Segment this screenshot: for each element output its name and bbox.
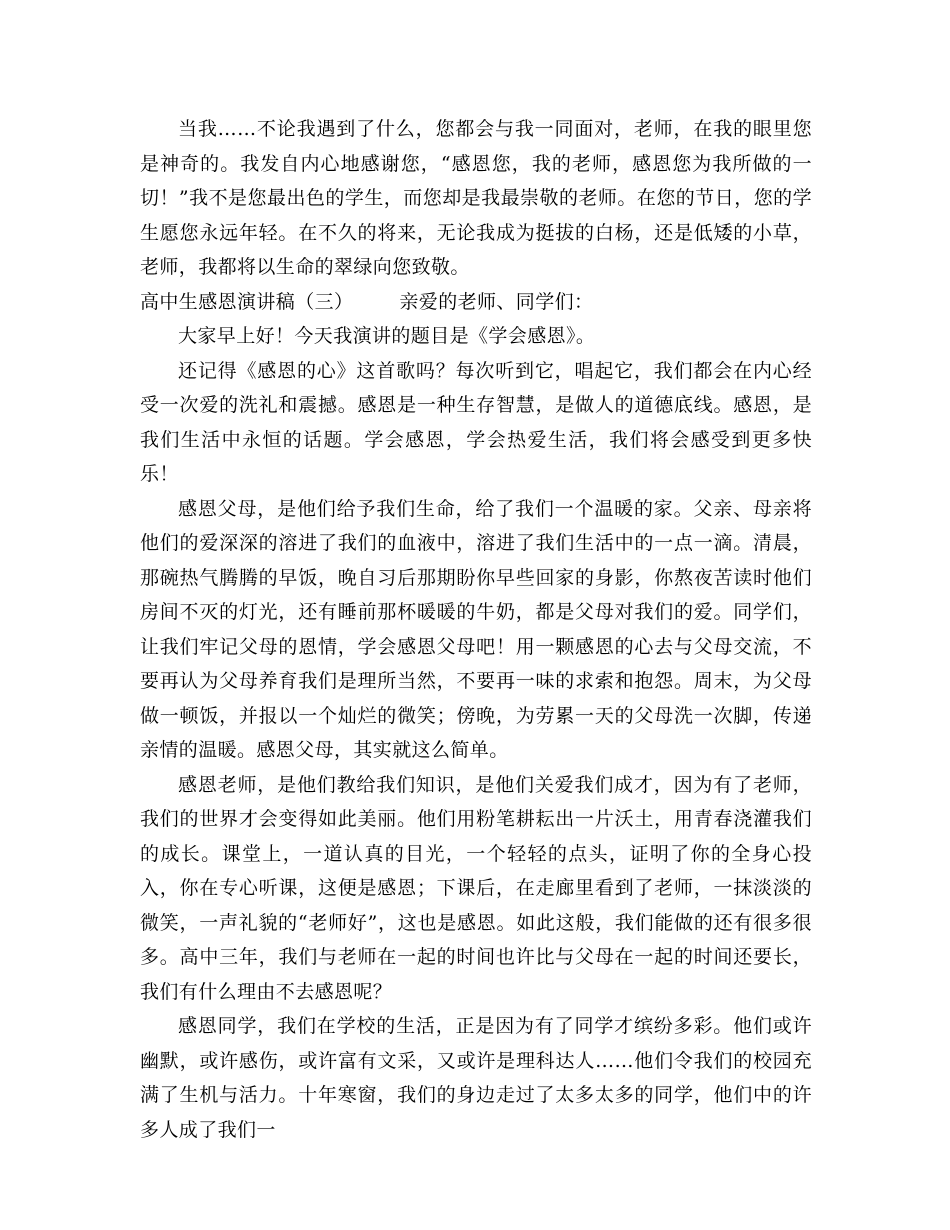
- paragraph-teacher-thanks: 当我……不论我遇到了什么，您都会与我一同面对，老师，在我的眼里您是神奇的。我发自内心地感谢您，“感恩您，我的老师，感恩您为我所做的一切！”我不是您最出色的学生，而您却是我最崇敬的老师。在您的节日，您的学生愿您永远年轻。在不久的将来，无论我成为挺拔的白杨，还是低矮的小草，老师，我都将以生命的翠绿向您致敬。: [140, 118, 812, 278]
- paragraph-thank-parents: 感恩父母，是他们给予我们生命，给了我们一个温暖的家。父亲、母亲将他们的爱深深的溶进了我们的血液中，溶进了我们生活中的一点一滴。清晨，那碗热气腾腾的早饭，晚自习后那期盼你早些回家的身影，你熬夜苦读时他们房间不灭的灯光，还有睡前那杯暖暖的牛奶，都是父母对我们的爱。同学们，让我们牢记父母的恩情，学会感恩父母吧！用一颗感恩的心去与父母交流，不要再认为父母养育我们是理所当然，不要再一味的求索和抱怨。周末，为父母做一顿饭，并报以一个灿烂的微笑；傍晚，为劳累一天的父母洗一次脚，传递亲情的温暖。感恩父母，其实就这么简单。: [140, 497, 812, 761]
- paragraph-greeting: 大家早上好！今天我演讲的题目是《学会感恩》。: [178, 325, 596, 347]
- paragraph-thank-classmates: 感恩同学，我们在学校的生活，正是因为有了同学才缤纷多彩。他们或许幽默，或许感伤，或许富有文采，又或许是理科达人……他们令我们的校园充满了生机与活力。十年寒窗，我们的身边走过了太多太多的同学，他们中的许多人成了我们一: [140, 1015, 812, 1141]
- paragraph-thank-teachers: 感恩老师，是他们教给我们知识，是他们关爱我们成才，因为有了老师，我们的世界才会变得如此美丽。他们用粉笔耕耘出一片沃土，用青春浇灌我们的成长。课堂上，一道认真的目光，一个轻轻的点头，证明了你的全身心投入，你在专心听课，这便是感恩；下课后，在走廊里看到了老师，一抹淡淡的微笑，一声礼貌的“老师好”，这也是感恩。如此这般，我们能做的还有很多很多。高中三年，我们与老师在一起的时间也许比与父母在一起的时间还要长，我们有什么理由不去感恩呢？: [140, 773, 812, 1003]
- document-body: [140, 112, 812, 1147]
- speech-heading: [140, 285, 812, 320]
- paragraph-grateful-heart: 还记得《感恩的心》这首歌吗？每次听到它，唱起它，我们都会在内心经受一次爱的洗礼和震撼。感恩是一种生存智慧，是做人的道德底线。感恩，是我们生活中永恒的话题。学会感恩，学会热爱生活，我们将会感受到更多快乐！: [140, 359, 812, 485]
- speech-title: 高中生感恩演讲稿（三）: [140, 290, 354, 313]
- speech-salutation: 亲爱的老师、同学们：: [399, 290, 594, 313]
